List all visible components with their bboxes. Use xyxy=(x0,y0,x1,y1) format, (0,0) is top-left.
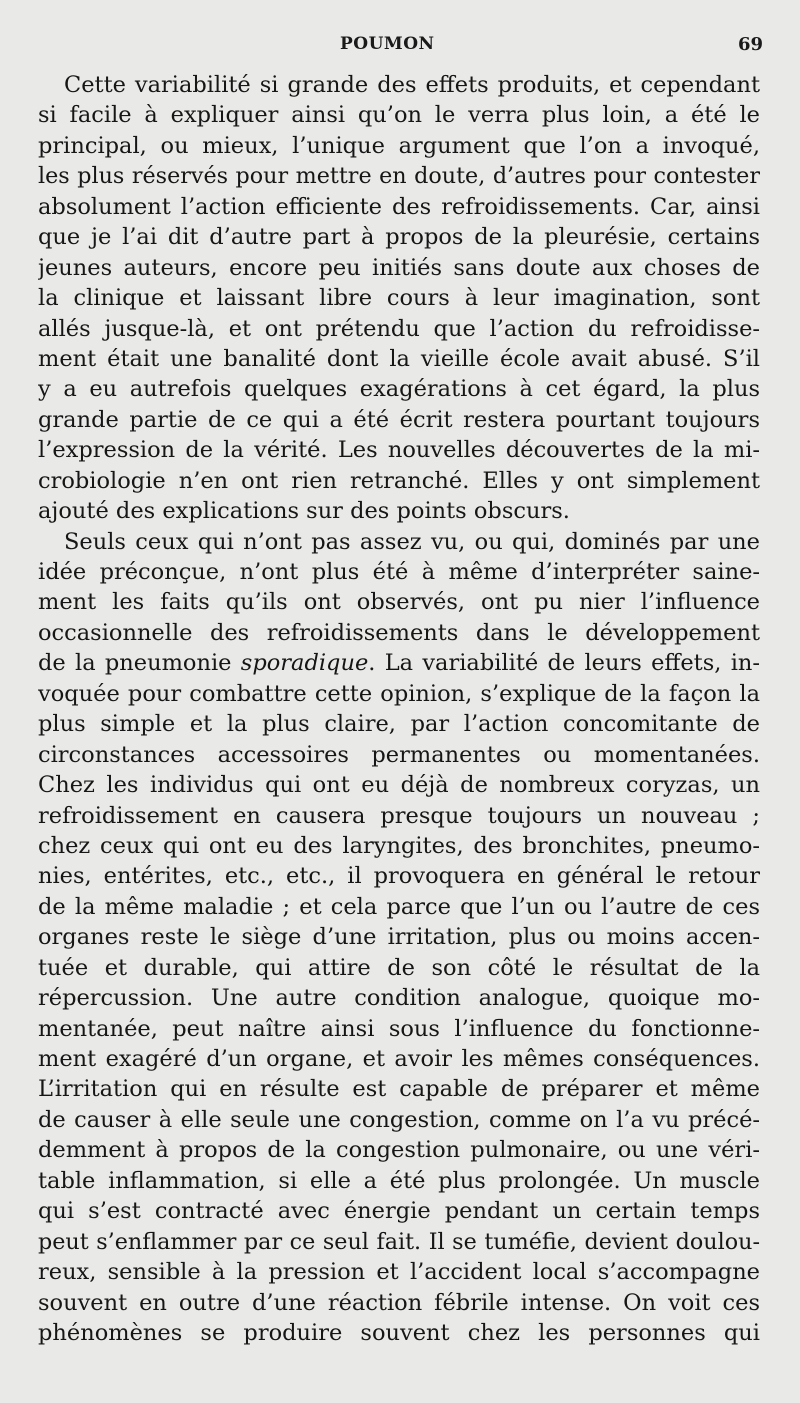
text-line: occasionnelle des refroidissements dans le développement xyxy=(38,619,760,646)
text-line: nies, entérites, etc., etc., il provoquera en général le retour xyxy=(38,863,760,890)
text-line: ment exagéré d’un organe, et avoir les mêmes conséquences. xyxy=(38,1046,760,1072)
text-line: y a eu autrefois quelques exagérations à cet égard, la plus xyxy=(38,376,760,403)
text-line: voquée pour combattre cette opinion, s’explique de la façon la xyxy=(38,680,760,707)
text-line: de causer à elle seule une congestion, comme on l’a vu précé- xyxy=(38,1106,760,1133)
italic-term: sporadique xyxy=(240,650,369,677)
text-line: répercussion. Une autre condition analogue, quoique mo- xyxy=(38,985,760,1012)
text-line: jeunes auteurs, encore peu initiés sans doute aux choses de xyxy=(38,254,760,281)
text-line: crobiologie n’en ont rien retranché. Elles y ont simplement xyxy=(38,467,760,494)
text-line: principal, ou mieux, l’unique argument que l’on a invoqué, xyxy=(38,132,760,159)
text-line: Seuls ceux qui n’ont pas assez vu, ou qui, dominés par une xyxy=(64,528,760,555)
text-line: si facile à expliquer ainsi qu’on le verra plus loin, a été le xyxy=(38,102,760,129)
text-line: plus simple et la plus claire, par l’action concomitante de xyxy=(38,711,760,738)
text-line: chez ceux qui ont eu des laryngites, des bronchites, pneumo- xyxy=(38,832,760,859)
text-line: circonstances accessoires permanentes ou momentanées. xyxy=(38,741,760,768)
text-segment: de la pneumonie xyxy=(38,650,241,677)
text-line: l’expression de la vérité. Les nouvelles découvertes de la mi- xyxy=(38,437,760,464)
text-line: ajouté des explications sur des points obscurs. xyxy=(38,498,570,525)
text-line: idée préconçue, n’ont plus été à même d’interpréter saine- xyxy=(38,559,760,585)
running-title: POUMON xyxy=(340,34,435,54)
text-line: absolument l’action efficiente des refroidissements. Car, ainsi xyxy=(38,193,760,220)
text-line: Cette variabilité si grande des effets produits, et cependant xyxy=(64,72,760,98)
text-line: peut s’enflammer par ce seul fait. Il se tuméfie, devient doulou- xyxy=(38,1228,760,1255)
text-line: Chez les individus qui ont eu déjà de nombreux coryzas, un xyxy=(38,772,760,799)
text-line: reux, sensible à la pression et l’accident local s’accompagne xyxy=(38,1259,760,1286)
text-line: de la même maladie ; et cela parce que l’un ou l’autre de ces xyxy=(38,893,760,920)
text-line: refroidissement en causera presque toujours un nouveau ; xyxy=(38,802,760,829)
text-line: phénomènes se produire souvent chez les personnes qui xyxy=(38,1319,760,1346)
text-line: mentanée, peut naître ainsi sous l’influence du fonctionne- xyxy=(38,1015,760,1042)
text-segment: . La variabilité de leurs effets, in- xyxy=(368,650,760,677)
text-line: grande partie de ce qui a été écrit restera pourtant toujours xyxy=(38,406,760,433)
text-line: allés jusque-là, et ont prétendu que l’action du refroidisse- xyxy=(38,315,760,342)
text-line xyxy=(38,648,760,678)
text-line: tuée et durable, qui attire de son côté le résultat de la xyxy=(38,954,760,981)
text-line: table inflammation, si elle a été plus prolongée. Un muscle xyxy=(38,1167,760,1194)
text-line: souvent en outre d’une réaction fébrile intense. On voit ces xyxy=(38,1289,760,1316)
text-line: L’irritation qui en résulte est capable de préparer et même xyxy=(38,1076,760,1103)
text-line: demment à propos de la congestion pulmonaire, ou une véri- xyxy=(38,1137,760,1164)
text-line: ment était une banalité dont la vieille école avait abusé. S’il xyxy=(38,345,760,372)
text-line: que je l’ai dit d’autre part à propos de la pleurésie, certains xyxy=(38,224,760,251)
text-line: qui s’est contracté avec énergie pendant un certain temps xyxy=(38,1198,760,1225)
text-line: organes reste le siège d’une irritation, plus ou moins accen- xyxy=(38,924,760,951)
text-line: les plus réservés pour mettre en doute, d’autres pour contester xyxy=(38,163,760,190)
page-header xyxy=(0,34,800,58)
text-line: ment les faits qu’ils ont observés, ont pu nier l’influence xyxy=(38,589,760,616)
page-number: 69 xyxy=(738,34,764,55)
body-text xyxy=(38,70,760,1348)
text-line: la clinique et laissant libre cours à leur imagination, sont xyxy=(38,285,760,312)
